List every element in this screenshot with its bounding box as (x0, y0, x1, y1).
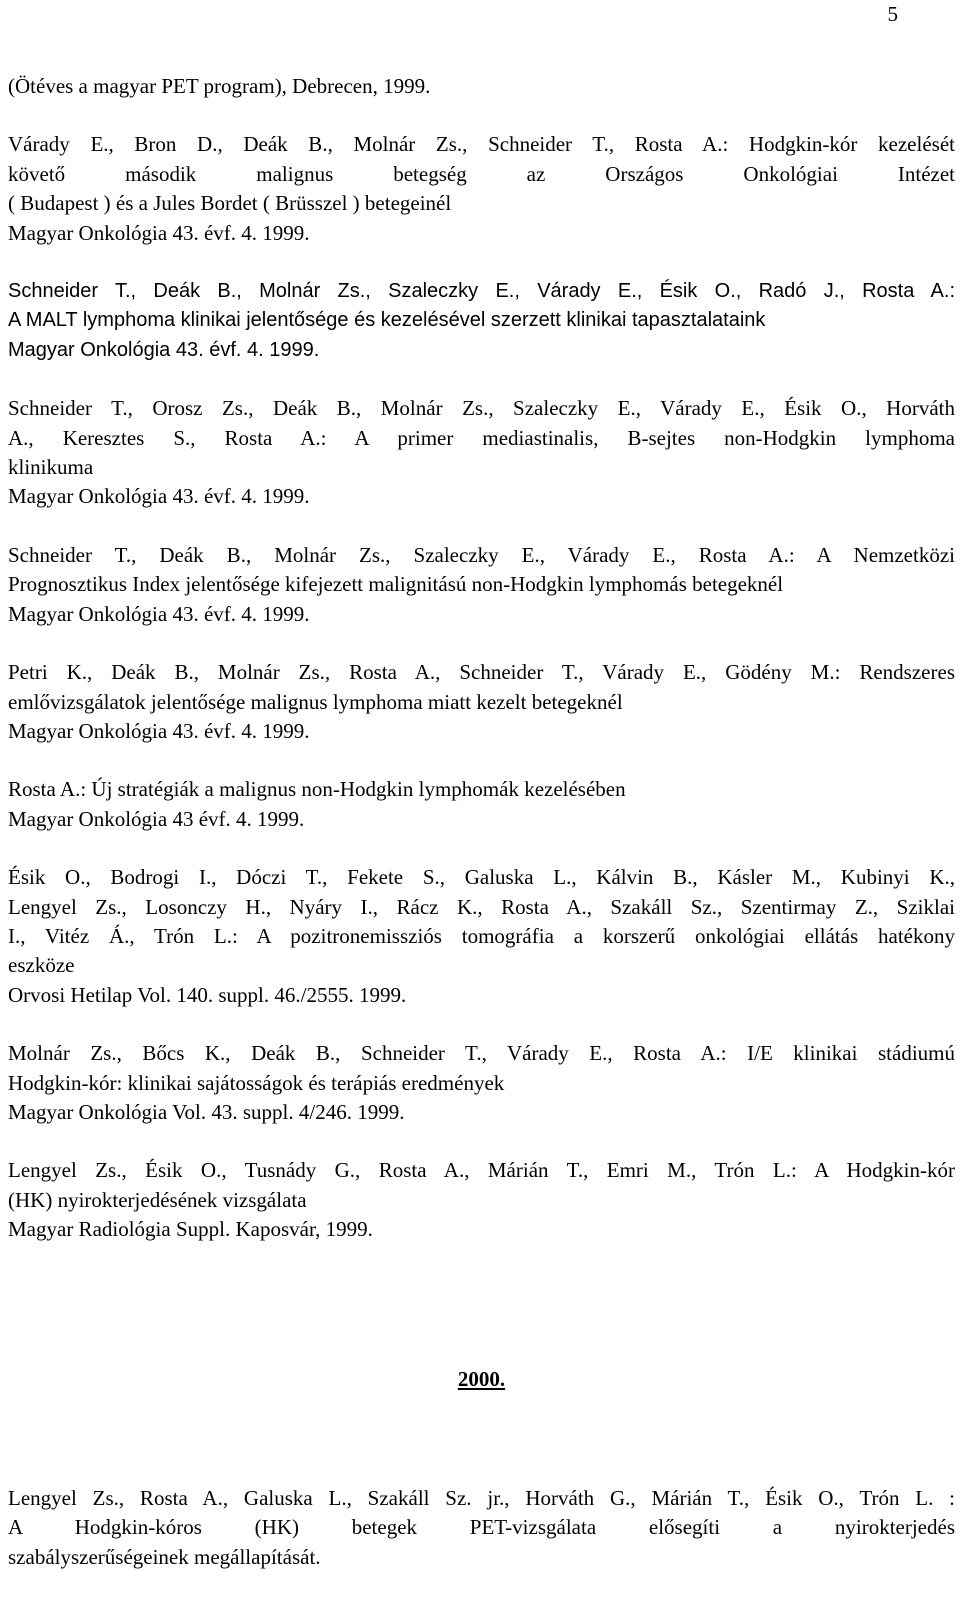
reference-line: Magyar Onkológia 43. évf. 4. 1999. (8, 220, 310, 245)
reference-line: Orvosi Hetilap Vol. 140. suppl. 46./2555. 1999. (8, 982, 407, 1007)
reference-line: Magyar Onkológia 43. évf. 4. 1999. (8, 718, 310, 743)
reference-line: ( Budapest ) és a Jules Bordet ( Brüsszel ) betegeinél (8, 191, 452, 216)
reference-line: Molnár Zs., Bőcs K., Deák B., Schneider T., Várady E., Rosta A.: I/E klinikai stádiumú (8, 1041, 955, 1066)
reference-line: Schneider T., Deák B., Molnár Zs., Szaleczky E., Várady E., Ésik O., Radó J., Rosta A.: (8, 280, 955, 303)
reference-line: A., Keresztes S., Rosta A.: A primer mediastinalis, B-sejtes non-Hodgkin lymphoma (8, 425, 955, 450)
reference-line: Magyar Onkológia 43. évf. 4. 1999. (8, 338, 320, 361)
reference-entry (8, 1039, 955, 1127)
reference-line: I., Vitéz Á., Trón L.: A pozitronemissziós tomográfia a korszerű onkológiai ellátás hatékony (8, 923, 955, 948)
reference-line: Lengyel Zs., Losonczy H., Nyáry I., Rácz K., Rosta A., Szakáll Sz., Szentirmay Z., Sziklai (8, 894, 955, 919)
reference-line: klinikuma (8, 455, 94, 480)
reference-line: Ésik O., Bodrogi I., Dóczi T., Fekete S., Galuska L., Kálvin B., Kásler M., Kubinyi K., (8, 865, 955, 890)
reference-line: (HK) nyirokterjedésének vizsgálata (8, 1187, 307, 1212)
reference-line: Schneider T., Orosz Zs., Deák B., Molnár Zs., Szaleczky E., Várady E., Ésik O., Horváth (8, 396, 955, 421)
reference-entry (8, 1156, 955, 1244)
reference-line: Lengyel Zs., Rosta A., Galuska L., Szakáll Sz. jr., Horváth G., Márián T., Ésik O., Trón L. : (8, 1486, 955, 1510)
reference-line: (Ötéves a magyar PET program), Debrecen, 1999. (8, 74, 431, 98)
reference-entry (8, 658, 955, 746)
page-number: 5 (887, 2, 898, 26)
reference-entry (8, 863, 955, 1010)
reference-line: követő második malignus betegség az Országos Onkológiai Intézet (8, 161, 955, 186)
reference-line: szabályszerűségeinek megállapítását. (8, 1544, 321, 1569)
reference-line: Petri K., Deák B., Molnár Zs., Rosta A., Schneider T., Várady E., Gödény M.: Rendszeres (8, 660, 955, 685)
reference-line: Magyar Onkológia 43. évf. 4. 1999. (8, 601, 310, 626)
reference-line: Magyar Onkológia 43 évf. 4. 1999. (8, 806, 305, 831)
reference-entry (8, 775, 955, 834)
reference-entry (8, 277, 955, 365)
year-heading: 2000. (457, 1366, 506, 1391)
reference-line: Várady E., Bron D., Deák B., Molnár Zs., Schneider T., Rosta A.: Hodgkin-kór kezelését (8, 132, 955, 157)
reference-line: Schneider T., Deák B., Molnár Zs., Szaleczky E., Várady E., Rosta A.: A Nemzetközi (8, 542, 955, 567)
reference-line: emlővizsgálatok jelentősége malignus lymphoma miatt kezelt betegeknél (8, 689, 623, 714)
reference-entry (8, 72, 955, 101)
reference-line: Rosta A.: Új stratégiák a malignus non-Hodgkin lymphomák kezelésében (8, 777, 626, 802)
reference-line: Prognosztikus Index jelentősége kifejezett malignitású non-Hodgkin lymphomás betegeknél (8, 572, 784, 597)
reference-line: Magyar Onkológia Vol. 43. suppl. 4/246. 1999. (8, 1099, 405, 1124)
reference-entry (8, 130, 955, 248)
reference-entry (8, 1484, 955, 1572)
reference-line: A Hodgkin-kóros (HK) betegek PET-vizsgálata elősegíti a nyirokterjedés (8, 1515, 955, 1540)
reference-entry (8, 541, 955, 629)
reference-line: Magyar Radiológia Suppl. Kaposvár, 1999. (8, 1217, 373, 1242)
reference-line: Lengyel Zs., Ésik O., Tusnády G., Rosta A., Márián T., Emri M., Trón L.: A Hodgkin-kór (8, 1158, 955, 1183)
reference-line: A MALT lymphoma klinikai jelentősége és kezelésével szerzett klinikai tapasztalataink (8, 309, 766, 332)
reference-entry (8, 394, 955, 512)
reference-line: Hodgkin-kór: klinikai sajátosságok és terápiás eredmények (8, 1070, 505, 1095)
reference-line: eszköze (8, 953, 75, 978)
reference-line: Magyar Onkológia 43. évf. 4. 1999. (8, 484, 310, 509)
reference-list (8, 72, 955, 1601)
